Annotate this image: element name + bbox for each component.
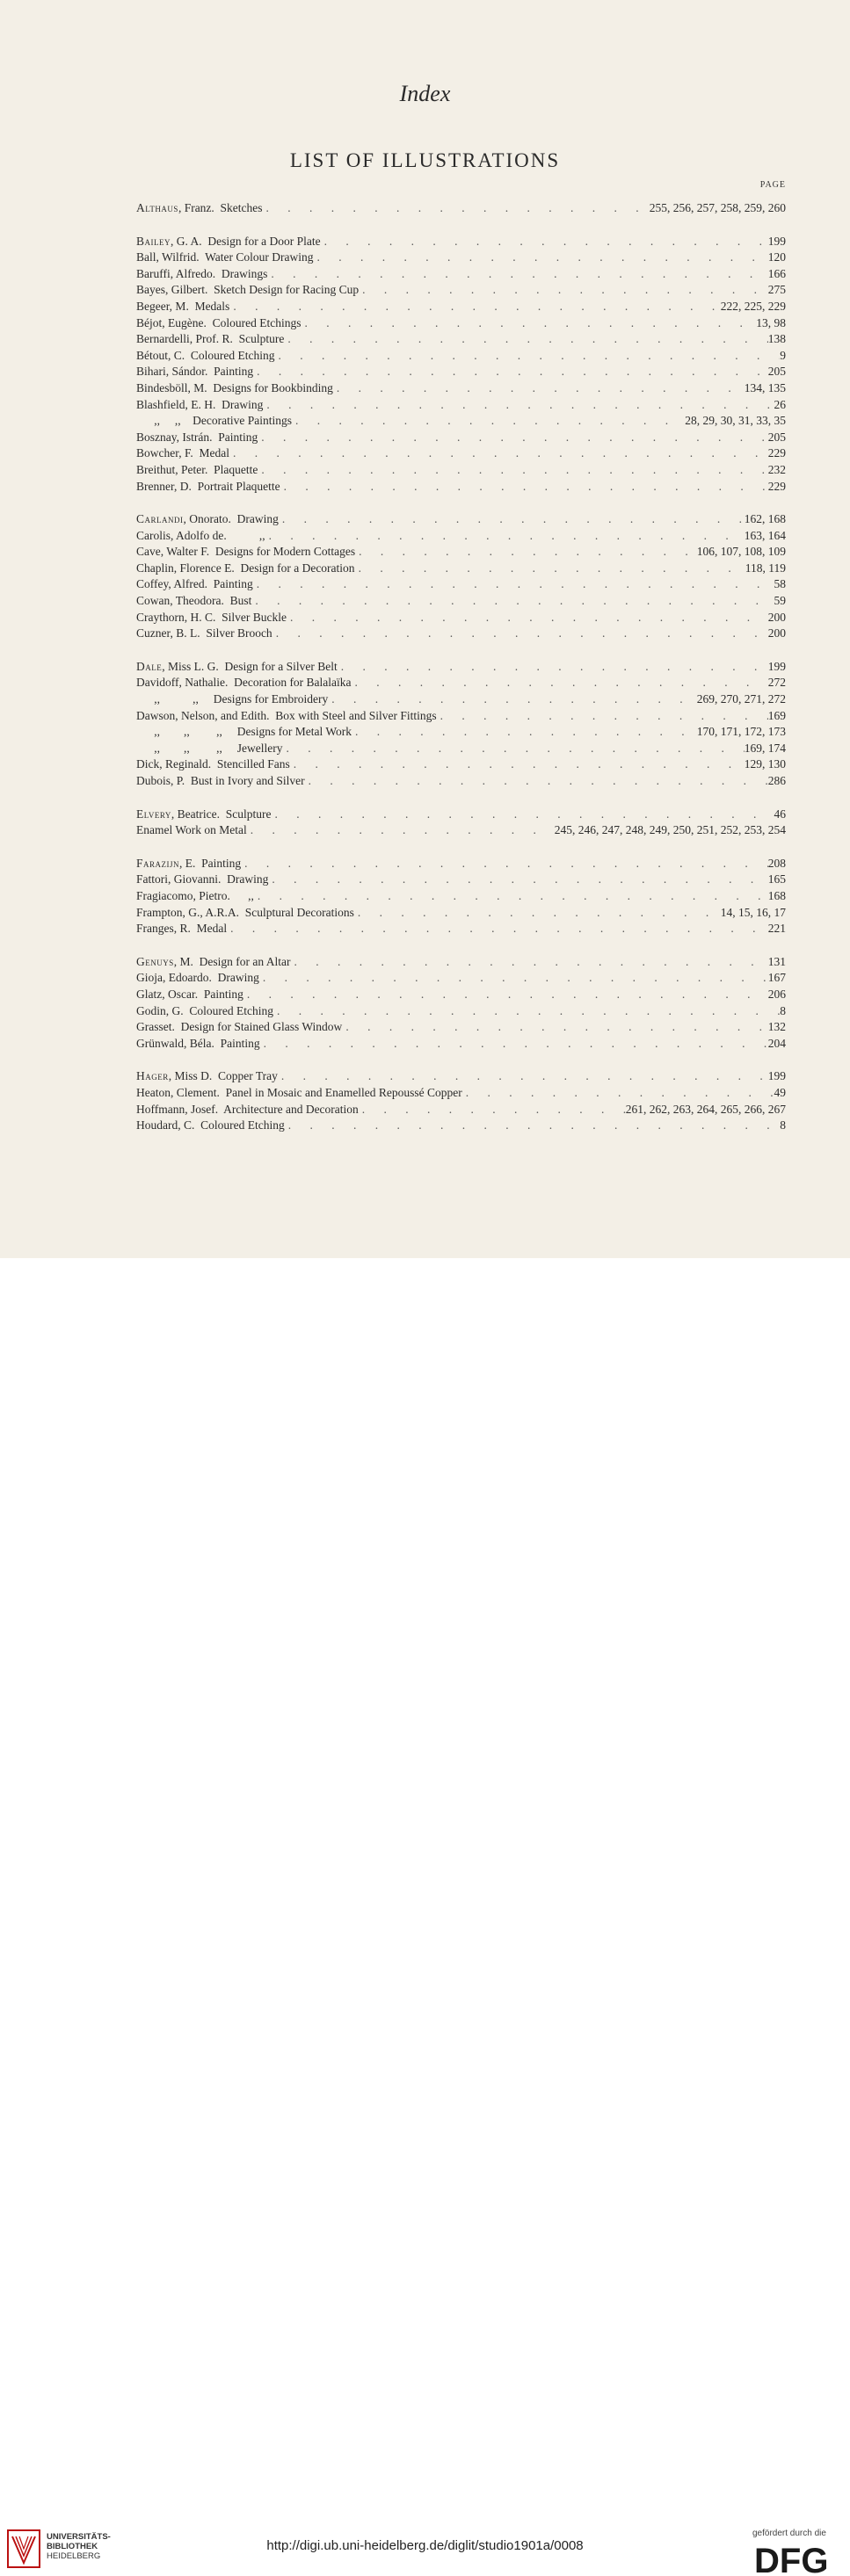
entry-pages: 199 (767, 1069, 786, 1083)
entry-text (136, 1102, 359, 1118)
entry-pages: 165 (767, 872, 786, 886)
entry-pages: 169 (767, 708, 786, 722)
entry-text (136, 234, 321, 250)
entry-text (136, 626, 272, 642)
letter-group (136, 1068, 786, 1133)
entry-text (136, 430, 258, 446)
entry-surname: Farazijn (136, 856, 180, 870)
index-entry (136, 413, 786, 430)
scanned-page (0, 0, 850, 1258)
index-entry (136, 364, 786, 380)
entry-text (136, 1118, 285, 1134)
letter-group (136, 200, 786, 217)
dot-leader (229, 445, 768, 462)
entry-description: Houdard, C. Coloured Etching (136, 1118, 285, 1132)
entry-pages: 269, 270, 271, 272 (696, 692, 786, 706)
entry-description: Blashfield, E. H. Drawing (136, 397, 264, 411)
entry-description: Craythorn, H. C. Silver Buckle (136, 610, 287, 624)
footer-bar (0, 1258, 850, 2576)
entry-text (136, 299, 229, 315)
index-entry (136, 315, 786, 332)
entry-pages: 208 (767, 856, 786, 870)
entry-text (136, 528, 265, 545)
dot-leader (282, 741, 744, 757)
dot-leader (292, 413, 685, 430)
entry-description: , M. Design for an Altar (173, 954, 291, 968)
entry-description: Davidoff, Nathalie. Decoration for Balalaïka (136, 676, 352, 690)
entry-text (136, 1003, 273, 1020)
entry-text (136, 561, 355, 577)
dot-leader (253, 576, 774, 593)
entry-surname: Genuys (136, 954, 174, 968)
letter-group (136, 511, 786, 642)
dot-leader (272, 807, 774, 823)
index-entry (136, 1068, 786, 1085)
entry-description: Fragiacomo, Pietro. ,, (136, 888, 254, 902)
dot-leader (273, 1003, 780, 1020)
entry-surname: Hager (136, 1069, 169, 1083)
entry-text (136, 822, 247, 839)
dot-leader (253, 364, 768, 380)
entry-surname: Elvery (136, 807, 171, 821)
index-entry (136, 200, 786, 217)
dot-leader (359, 282, 768, 299)
index-entry (136, 659, 786, 676)
entry-pages: 200 (767, 610, 786, 624)
letter-group (136, 807, 786, 839)
letter-group (136, 234, 786, 496)
entry-surname: Althaus (136, 201, 178, 214)
entry-pages: 205 (767, 430, 786, 444)
dot-leader (254, 888, 768, 905)
index-entry (136, 626, 786, 642)
entry-pages: 286 (767, 774, 786, 787)
entry-description: Cowan, Theodora. Bust (136, 594, 252, 608)
entry-description: Breithut, Peter. Plaquette (136, 462, 258, 476)
entry-pages: 261, 262, 263, 264, 265, 266, 267 (625, 1102, 786, 1116)
entry-description: Godin, G. Coloured Etching (136, 1003, 273, 1017)
dot-leader (291, 954, 768, 971)
dot-leader (227, 921, 768, 937)
entry-description: , G. A. Design for a Door Plate (171, 234, 321, 248)
dot-leader (280, 479, 768, 496)
letter-group (136, 856, 786, 937)
entry-description: Dubois, P. Bust in Ivory and Silver (136, 774, 305, 787)
entry-pages: 232 (767, 462, 786, 476)
dot-leader (284, 331, 767, 348)
index-entry (136, 511, 786, 528)
entry-text (136, 445, 229, 462)
entry-text (136, 331, 284, 348)
dot-leader (355, 561, 745, 577)
entry-text (136, 397, 263, 414)
index-entry (136, 1019, 786, 1036)
entry-description: , Miss L. G. Design for a Silver Belt (162, 659, 338, 673)
dot-leader (259, 970, 768, 987)
entry-description: ,, ,, Designs for Embroidery (136, 692, 329, 706)
entry-pages: 9 (780, 348, 786, 362)
entry-description: Coffey, Alfred. Painting (136, 577, 253, 591)
entry-pages: 118, 119 (745, 561, 786, 575)
entry-description: ,, ,, ,, Jewellery (136, 741, 283, 755)
entry-text (136, 741, 282, 757)
entry-text (136, 921, 227, 937)
index-entry (136, 921, 786, 937)
dot-leader (301, 315, 756, 332)
entry-pages: 221 (767, 922, 786, 936)
dot-leader (285, 1118, 781, 1134)
index-entry (136, 724, 786, 741)
entry-description: Ball, Wilfrid. Water Colour Drawing (136, 250, 314, 264)
entry-description: Bindesböll, M. Designs for Bookbinding (136, 380, 333, 394)
dot-leader (258, 462, 767, 479)
entry-text (136, 856, 241, 872)
entry-pages: 138 (767, 332, 786, 346)
entry-text (136, 1036, 260, 1053)
index-entry (136, 1102, 786, 1118)
index-entry (136, 1003, 786, 1020)
entry-pages: 229 (767, 446, 786, 460)
entry-surname: Bailey (136, 234, 171, 248)
entry-pages: 199 (767, 659, 786, 673)
entry-pages: 167 (767, 971, 786, 985)
entry-description: Carolis, Adolfo de. ,, (136, 528, 265, 542)
entry-pages: 199 (767, 234, 786, 248)
entry-pages: 28, 29, 30, 31, 33, 35 (685, 414, 786, 428)
index-entry (136, 380, 786, 397)
entry-pages: 131 (767, 954, 786, 968)
entry-pages: 206 (767, 987, 786, 1001)
index-entry (136, 266, 786, 283)
entry-text (136, 987, 243, 1003)
entry-pages: 46 (774, 807, 786, 821)
entry-pages: 14, 15, 16, 17 (720, 905, 786, 919)
entry-text (136, 462, 258, 479)
entry-surname: Carlandi (136, 512, 184, 526)
entry-text (136, 348, 275, 365)
entry-text (136, 659, 338, 676)
index-entry (136, 479, 786, 496)
entry-description: , Miss D. Copper Tray (168, 1069, 278, 1083)
dot-leader (247, 822, 555, 839)
index-entry (136, 397, 786, 414)
entry-pages: 129, 130 (744, 757, 786, 771)
entry-pages: 222, 225, 229 (720, 299, 786, 313)
index-entry (136, 905, 786, 922)
entry-text (136, 773, 305, 790)
index-entry (136, 691, 786, 708)
page-column-label: PAGE (759, 180, 786, 190)
entry-text (136, 610, 287, 626)
entry-text (136, 315, 301, 332)
index-entry (136, 888, 786, 905)
entry-pages: 162, 168 (744, 512, 786, 526)
index-entry (136, 250, 786, 266)
entry-description: Begeer, M. Medals (136, 299, 230, 313)
index-entries (136, 200, 786, 1151)
entry-text (136, 380, 333, 397)
dot-leader (328, 691, 697, 708)
dot-leader (287, 610, 768, 626)
entry-pages: 169, 174 (744, 741, 786, 755)
index-entry (136, 1036, 786, 1053)
sponsor-label: gefördert durch die (752, 2529, 826, 2538)
entry-text (136, 1085, 462, 1102)
entry-pages: 170, 171, 172, 173 (696, 725, 786, 739)
entry-description: Grasset. Design for Stained Glass Window (136, 1020, 343, 1034)
entry-description: Bowcher, F. Medal (136, 446, 229, 460)
dot-leader (279, 511, 745, 528)
institution-name: UNIVERSITÄTS- BIBLIOTHEK HEIDELBERG (47, 2532, 111, 2561)
svg-text:DFG: DFG (754, 2542, 829, 2576)
index-entry (136, 856, 786, 872)
entry-text (136, 807, 272, 823)
dot-leader (359, 1102, 626, 1118)
entry-pages: 8 (780, 1118, 786, 1132)
entry-description: Dawson, Nelson, and Edith. Box with Steel and Silver Fittings (136, 708, 437, 722)
entry-pages: 49 (774, 1085, 786, 1099)
entry-description: , E. Painting (179, 856, 242, 870)
entry-description: Frampton, G., A.R.A. Sculptural Decorations (136, 905, 354, 919)
dot-leader (313, 250, 767, 266)
dot-leader (352, 724, 697, 741)
index-entry (136, 462, 786, 479)
entry-pages: 272 (767, 676, 786, 690)
index-entry (136, 282, 786, 299)
letter-group (136, 659, 786, 790)
index-entry (136, 576, 786, 593)
index-entry (136, 331, 786, 348)
dot-leader (251, 593, 774, 610)
index-entry (136, 234, 786, 250)
dot-leader (305, 773, 768, 790)
index-entry (136, 987, 786, 1003)
index-entry (136, 773, 786, 790)
entry-description: Glatz, Oscar. Painting (136, 987, 243, 1001)
entry-pages: 58 (774, 577, 786, 591)
permalink-url[interactable]: http://digi.ub.uni-heidelberg.de/diglit/studio1901a/0008 (266, 2538, 584, 2553)
index-entry (136, 708, 786, 725)
entry-text (136, 708, 437, 725)
dot-leader (354, 905, 721, 922)
entry-description: Bernardelli, Prof. R. Sculpture (136, 332, 285, 346)
index-entry (136, 528, 786, 545)
entry-text (136, 724, 352, 741)
entry-description: ,, ,, Decorative Paintings (136, 414, 292, 428)
entry-description: Chaplin, Florence E. Design for a Decoration (136, 561, 355, 575)
index-entry (136, 970, 786, 987)
dot-leader (352, 675, 768, 691)
running-title: Index (399, 81, 451, 106)
entry-text (136, 905, 354, 922)
dot-leader (272, 626, 768, 642)
index-entry (136, 561, 786, 577)
dot-leader (437, 708, 768, 725)
dot-leader (462, 1085, 774, 1102)
entry-description: Bosznay, Istrán. Painting (136, 430, 258, 444)
entry-description: Béjot, Eugène. Coloured Etchings (136, 315, 301, 329)
entry-description: Fattori, Giovanni. Drawing (136, 872, 269, 886)
index-entry (136, 610, 786, 626)
dot-leader (321, 234, 768, 250)
entry-text (136, 544, 355, 561)
entry-pages: 200 (767, 626, 786, 640)
entry-pages: 166 (767, 266, 786, 280)
entry-text (136, 413, 292, 430)
index-entry (136, 445, 786, 462)
index-entry (136, 544, 786, 561)
dot-leader (260, 1036, 768, 1053)
dot-leader (243, 987, 768, 1003)
dot-leader (267, 266, 767, 283)
entry-pages: 132 (767, 1020, 786, 1034)
index-entry (136, 299, 786, 315)
letter-group (136, 954, 786, 1053)
entry-description: Cave, Walter F. Designs for Modern Cottages (136, 545, 356, 559)
entry-pages: 163, 164 (744, 528, 786, 542)
entry-text (136, 576, 253, 593)
entry-pages: 120 (767, 250, 786, 264)
dot-leader (342, 1019, 767, 1036)
dot-leader (229, 299, 720, 315)
index-entry (136, 756, 786, 773)
entry-description: Grünwald, Béla. Painting (136, 1036, 260, 1050)
entry-description: Hoffmann, Josef. Architecture and Decoration (136, 1102, 359, 1116)
entry-pages: 168 (767, 888, 786, 902)
entry-text (136, 1019, 342, 1036)
entry-text (136, 593, 251, 610)
entry-text (136, 511, 279, 528)
entry-description: Baruffi, Alfredo. Drawings (136, 266, 268, 280)
entry-text (136, 200, 263, 217)
dot-leader (333, 380, 745, 397)
dot-leader (268, 872, 767, 888)
entry-description: Brenner, D. Portrait Plaquette (136, 479, 280, 493)
entry-pages: 13, 98 (756, 315, 786, 329)
entry-description: Heaton, Clement. Panel in Mosaic and Enamelled Repoussé Copper (136, 1085, 462, 1099)
entry-description: Bihari, Sándor. Painting (136, 365, 254, 379)
entry-pages: 255, 256, 257, 258, 259, 260 (649, 201, 786, 214)
entry-pages: 106, 107, 108, 109 (696, 545, 786, 559)
entry-pages: 275 (767, 283, 786, 297)
entry-description: ,, ,, ,, Designs for Metal Work (136, 725, 352, 739)
entry-text (136, 250, 313, 266)
index-entry (136, 1085, 786, 1102)
entry-pages: 26 (774, 397, 786, 411)
entry-text (136, 888, 254, 905)
index-entry (136, 430, 786, 446)
entry-description: Cuzner, B. L. Silver Brooch (136, 626, 272, 640)
entry-description: Gioja, Edoardo. Drawing (136, 971, 259, 985)
entry-text (136, 954, 291, 971)
entry-description: Enamel Work on Metal (136, 823, 247, 837)
entry-description: Bayes, Gilbert. Sketch Design for Racing Cup (136, 283, 360, 297)
entry-surname: Dale (136, 659, 163, 673)
entry-text (136, 872, 268, 888)
index-entry (136, 954, 786, 971)
index-entry (136, 872, 786, 888)
entry-pages: 229 (767, 479, 786, 493)
entry-text (136, 282, 359, 299)
entry-pages: 8 (780, 1003, 786, 1017)
dot-leader (278, 1068, 768, 1085)
index-entry (136, 822, 786, 839)
entry-description: , Franz. Sketches (178, 201, 263, 214)
dot-leader (265, 528, 745, 545)
entry-pages: 205 (767, 365, 786, 379)
entry-pages: 134, 135 (744, 380, 786, 394)
index-entry (136, 807, 786, 823)
entry-text (136, 756, 290, 773)
entry-text (136, 1068, 278, 1085)
index-entry (136, 348, 786, 365)
entry-description: Bétout, C. Coloured Etching (136, 348, 275, 362)
entry-pages: 204 (767, 1036, 786, 1050)
entry-description: Franges, R. Medal (136, 922, 228, 936)
dot-leader (241, 856, 768, 872)
dot-leader (355, 544, 697, 561)
dfg-logo-icon (754, 2541, 842, 2576)
entry-text (136, 479, 280, 496)
index-entry (136, 741, 786, 757)
entry-pages: 59 (774, 594, 786, 608)
list-heading: LIST OF ILLUSTRATIONS (289, 149, 561, 171)
index-entry (136, 1118, 786, 1134)
dot-leader (263, 200, 650, 217)
entry-text (136, 266, 267, 283)
entry-description: , Beatrice. Sculpture (171, 807, 272, 821)
dot-leader (338, 659, 768, 676)
entry-pages: 245, 246, 247, 248, 249, 250, 251, 252, 253, 254 (554, 823, 786, 837)
dot-leader (258, 430, 768, 446)
index-entry (136, 593, 786, 610)
entry-description: Dick, Reginald. Stencilled Fans (136, 757, 290, 771)
entry-text (136, 691, 328, 708)
dot-leader (275, 348, 781, 365)
entry-text (136, 675, 352, 691)
entry-description: , Onorato. Drawing (183, 512, 279, 526)
entry-text (136, 970, 259, 987)
entry-text (136, 364, 253, 380)
dot-leader (290, 756, 745, 773)
index-entry (136, 675, 786, 691)
dot-leader (263, 397, 774, 414)
